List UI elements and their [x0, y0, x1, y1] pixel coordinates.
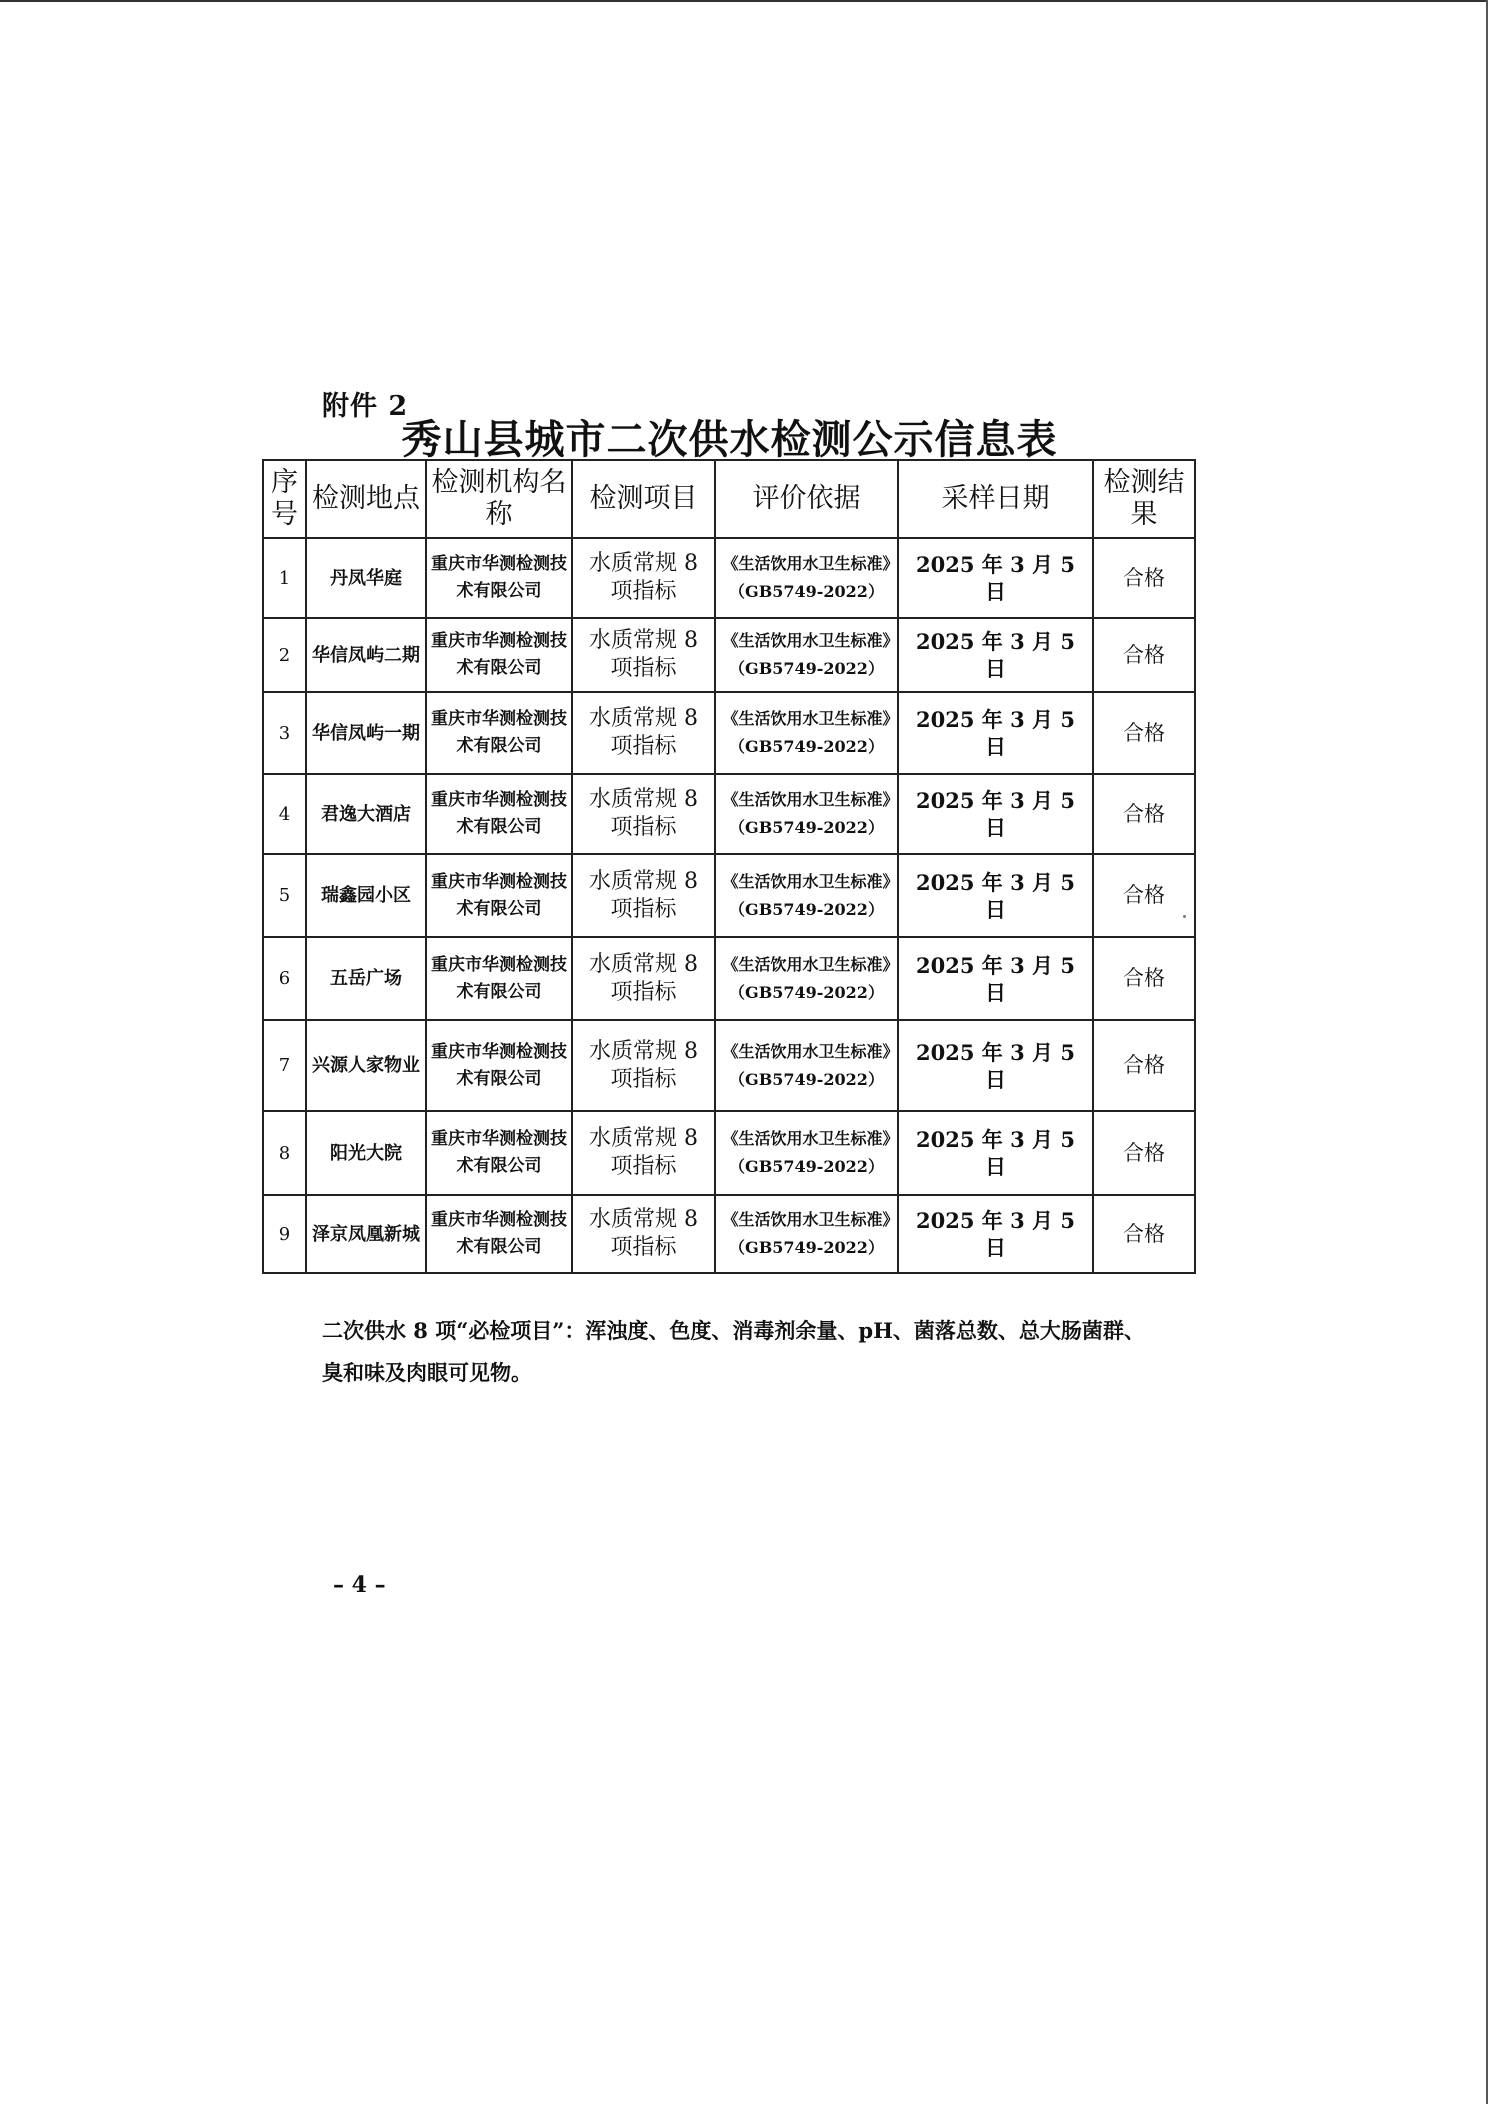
- cell-org: 重庆市华测检测技术有限公司: [426, 692, 572, 774]
- cell-basis: 《生活饮用水卫生标准》（GB5749-2022）: [715, 618, 898, 692]
- table-row: [263, 854, 1195, 937]
- cell-item: 水质常规 8 项指标: [572, 774, 715, 854]
- table-body: [263, 538, 1195, 1273]
- table-row: [263, 692, 1195, 774]
- header-result: 检测结果: [1093, 460, 1195, 538]
- cell-result: 合格: [1093, 692, 1195, 774]
- cell-item: 水质常规 8 项指标: [572, 538, 715, 618]
- cell-basis: 《生活饮用水卫生标准》（GB5749-2022）: [715, 854, 898, 937]
- cell-basis: 《生活饮用水卫生标准》（GB5749-2022）: [715, 1111, 898, 1195]
- cell-date: 2025 年 3 月 5 日: [898, 937, 1093, 1020]
- header-date: 采样日期: [898, 460, 1093, 538]
- cell-no: 4: [263, 774, 306, 854]
- header-org: 检测机构名称: [426, 460, 572, 538]
- table-row: [263, 937, 1195, 1020]
- cell-basis: 《生活饮用水卫生标准》（GB5749-2022）: [715, 692, 898, 774]
- cell-date: 2025 年 3 月 5 日: [898, 538, 1093, 618]
- cell-item: 水质常规 8 项指标: [572, 854, 715, 937]
- page-number: – 4 –: [333, 1572, 386, 1598]
- attachment-label: 附件 2: [322, 391, 409, 422]
- cell-org: 重庆市华测检测技术有限公司: [426, 1020, 572, 1111]
- header-item: 检测项目: [572, 460, 715, 538]
- cell-site: 丹凤华庭: [306, 538, 426, 618]
- cell-site: 瑞鑫园小区: [306, 854, 426, 937]
- cell-item: 水质常规 8 项指标: [572, 618, 715, 692]
- cell-org: 重庆市华测检测技术有限公司: [426, 937, 572, 1020]
- cell-result: 合格: [1093, 854, 1195, 937]
- cell-result: 合格: [1093, 937, 1195, 1020]
- cell-basis: 《生活饮用水卫生标准》（GB5749-2022）: [715, 1195, 898, 1273]
- table-row: [263, 1111, 1195, 1195]
- cell-date: 2025 年 3 月 5 日: [898, 1020, 1093, 1111]
- cell-date: 2025 年 3 月 5 日: [898, 692, 1093, 774]
- cell-result: 合格: [1093, 774, 1195, 854]
- cell-no: 6: [263, 937, 306, 1020]
- header-basis: 评价依据: [715, 460, 898, 538]
- header-no: 序号: [263, 460, 306, 538]
- cell-date: 2025 年 3 月 5 日: [898, 618, 1093, 692]
- cell-no: 5: [263, 854, 306, 937]
- cell-basis: 《生活饮用水卫生标准》（GB5749-2022）: [715, 937, 898, 1020]
- cell-org: 重庆市华测检测技术有限公司: [426, 1195, 572, 1273]
- cell-basis: 《生活饮用水卫生标准》（GB5749-2022）: [715, 774, 898, 854]
- cell-basis: 《生活饮用水卫生标准》（GB5749-2022）: [715, 1020, 898, 1111]
- cell-item: 水质常规 8 项指标: [572, 1020, 715, 1111]
- cell-site: 兴源人家物业: [306, 1020, 426, 1111]
- cell-site: 君逸大酒店: [306, 774, 426, 854]
- cell-org: 重庆市华测检测技术有限公司: [426, 618, 572, 692]
- table-header-row: [263, 460, 1195, 538]
- cell-no: 9: [263, 1195, 306, 1273]
- cell-org: 重庆市华测检测技术有限公司: [426, 774, 572, 854]
- header-site: 检测地点: [306, 460, 426, 538]
- table-row: [263, 538, 1195, 618]
- cell-item: 水质常规 8 项指标: [572, 1195, 715, 1273]
- table-row: [263, 1195, 1195, 1273]
- cell-result: 合格: [1093, 1195, 1195, 1273]
- cell-site: 阳光大院: [306, 1111, 426, 1195]
- cell-date: 2025 年 3 月 5 日: [898, 1195, 1093, 1273]
- cell-org: 重庆市华测检测技术有限公司: [426, 854, 572, 937]
- cell-no: 3: [263, 692, 306, 774]
- cell-site: 华信凤屿一期: [306, 692, 426, 774]
- cell-result: 合格: [1093, 618, 1195, 692]
- cell-no: 7: [263, 1020, 306, 1111]
- cell-site: 泽京凤凰新城: [306, 1195, 426, 1273]
- cell-result: 合格: [1093, 538, 1195, 618]
- cell-result: 合格: [1093, 1111, 1195, 1195]
- cell-result: 合格: [1093, 1020, 1195, 1111]
- cell-date: 2025 年 3 月 5 日: [898, 774, 1093, 854]
- cell-site: 五岳广场: [306, 937, 426, 1020]
- inspection-table: [262, 459, 1196, 1274]
- table-row: [263, 1020, 1195, 1111]
- table-row: [263, 774, 1195, 854]
- cell-date: 2025 年 3 月 5 日: [898, 854, 1093, 937]
- cell-site: 华信凤屿二期: [306, 618, 426, 692]
- document-title: 秀山县城市二次供水检测公示信息表: [401, 416, 1058, 463]
- cell-item: 水质常规 8 项指标: [572, 1111, 715, 1195]
- table-row: [263, 618, 1195, 692]
- cell-date: 2025 年 3 月 5 日: [898, 1111, 1093, 1195]
- cell-item: 水质常规 8 项指标: [572, 692, 715, 774]
- cell-org: 重庆市华测检测技术有限公司: [426, 538, 572, 618]
- cell-no: 8: [263, 1111, 306, 1195]
- cell-item: 水质常规 8 项指标: [572, 937, 715, 1020]
- footnote: 二次供水 8 项“必检项目”：浑浊度、色度、消毒剂余量、pH、菌落总数、总大肠菌群、臭和味及肉眼可见物。: [322, 1318, 1145, 1385]
- cell-no: 2: [263, 618, 306, 692]
- cell-org: 重庆市华测检测技术有限公司: [426, 1111, 572, 1195]
- cell-basis: 《生活饮用水卫生标准》（GB5749-2022）: [715, 538, 898, 618]
- cell-no: 1: [263, 538, 306, 618]
- page-edge-top: [0, 0, 1488, 2]
